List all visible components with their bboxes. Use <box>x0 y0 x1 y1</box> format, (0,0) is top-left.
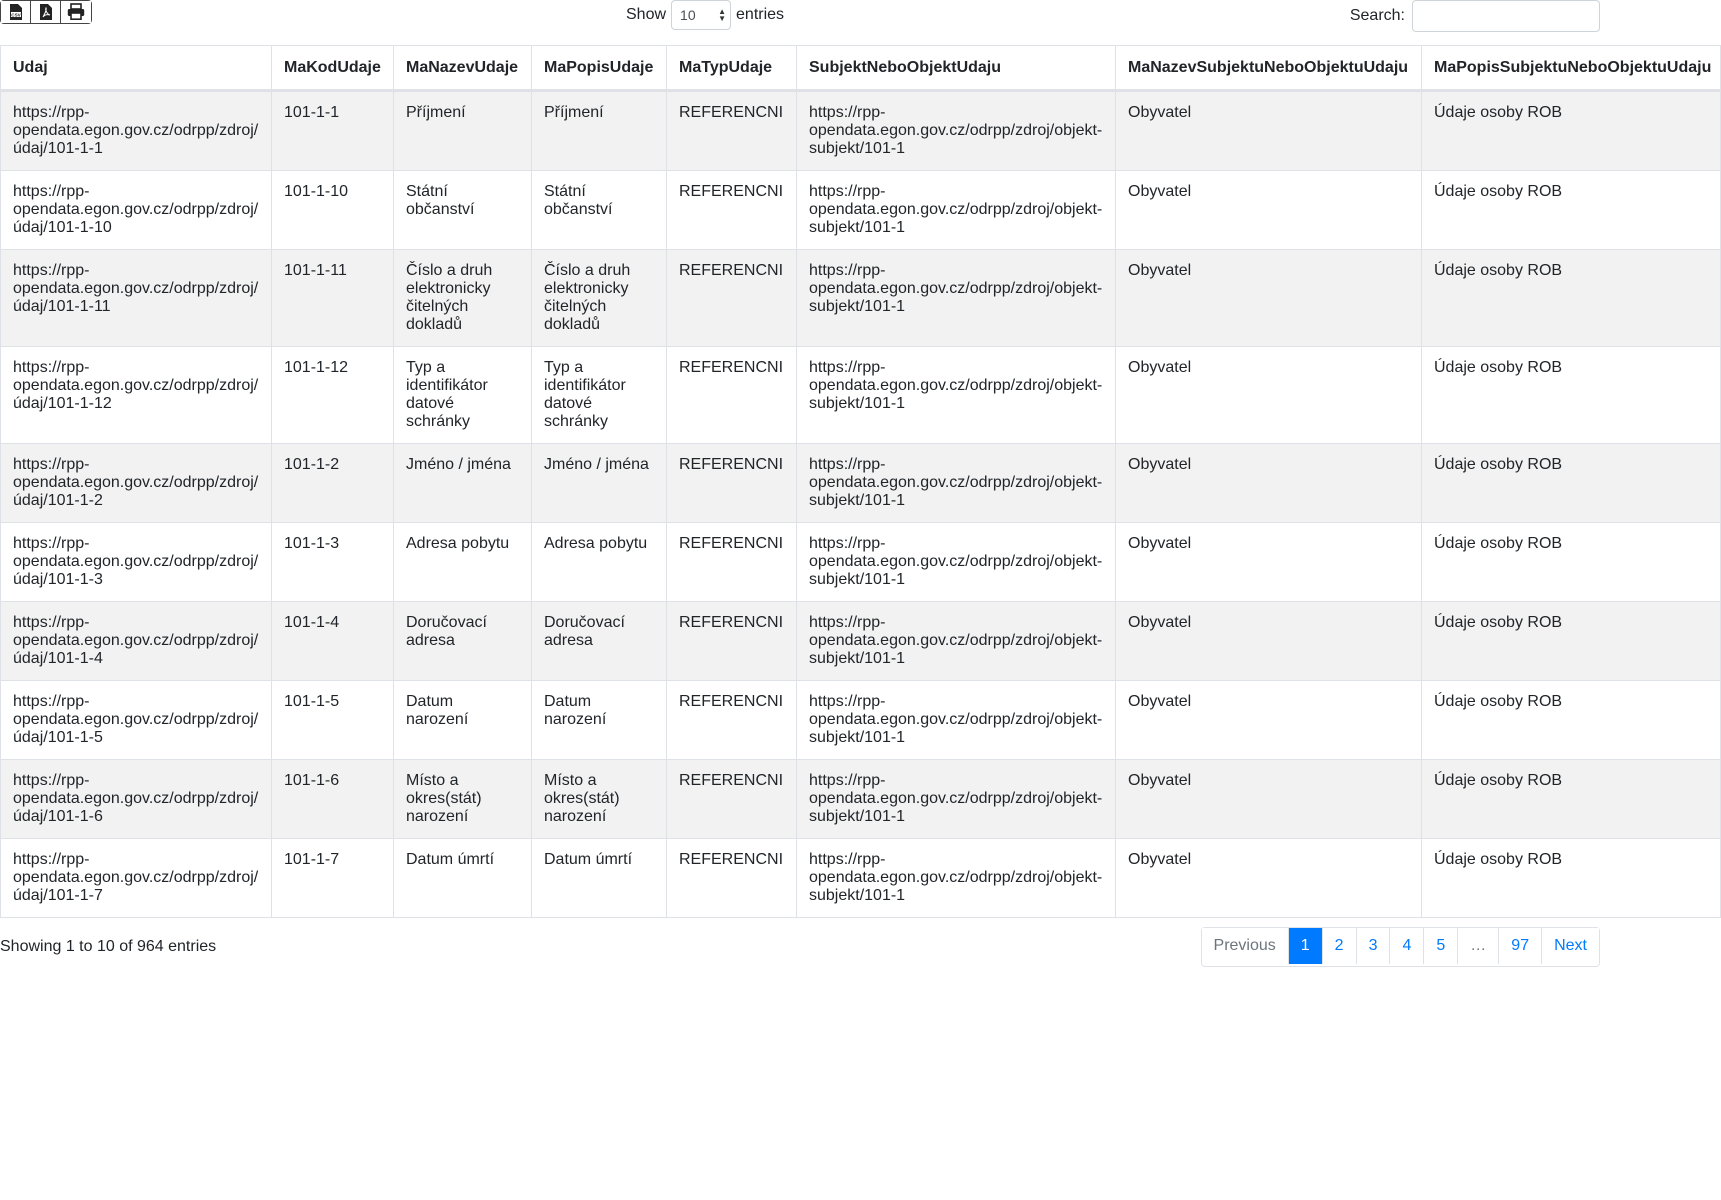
pdf-file-icon <box>39 4 53 20</box>
cell-udaj: https://rpp-opendata.egon.gov.cz/odrpp/zdroj/údaj/101-1-2 <box>1 444 272 523</box>
cell-mapopisudaje: Jméno / jména <box>532 444 667 523</box>
cell-matypudaje: REFERENCNI <box>667 347 797 444</box>
cell-manazevsubjektu: Obyvatel <box>1116 681 1422 760</box>
table-row[interactable] <box>1 602 1721 681</box>
show-label: Show <box>626 6 667 23</box>
cell-subjekt: https://rpp-opendata.egon.gov.cz/odrpp/zdroj/objekt-subjekt/101-1 <box>797 839 1116 918</box>
column-header-manazevudaje[interactable]: MaNazevUdaje <box>394 46 532 91</box>
column-header-subjektneboobjektudaju[interactable]: SubjektNeboObjektUdaju <box>797 46 1116 91</box>
cell-manazevudaje: Adresa pobytu <box>394 523 532 602</box>
cell-makodudaje: 101-1-6 <box>272 760 394 839</box>
column-header-makodudaje[interactable]: MaKodUdaje <box>272 46 394 91</box>
csv-export-button[interactable] <box>1 1 31 23</box>
table-header-row <box>1 46 1721 91</box>
cell-manazevudaje: Místo a okres(stát) narození <box>394 760 532 839</box>
cell-matypudaje: REFERENCNI <box>667 760 797 839</box>
cell-manazevudaje: Typ a identifikátor datové schránky <box>394 347 532 444</box>
data-table <box>0 45 1721 918</box>
cell-makodudaje: 101-1-1 <box>272 91 394 171</box>
cell-matypudaje: REFERENCNI <box>667 250 797 347</box>
pdf-export-button[interactable] <box>31 1 61 23</box>
pagination-ellipsis: … <box>1458 928 1499 964</box>
pagination-page-1[interactable]: 1 <box>1289 928 1323 964</box>
cell-mapopisudaje: Doručovací adresa <box>532 602 667 681</box>
cell-subjekt: https://rpp-opendata.egon.gov.cz/odrpp/zdroj/objekt-subjekt/101-1 <box>797 523 1116 602</box>
cell-mapopisudaje: Státní občanství <box>532 171 667 250</box>
column-header-mapopisudaje[interactable]: MaPopisUdaje <box>532 46 667 91</box>
cell-manazevudaje: Jméno / jména <box>394 444 532 523</box>
cell-mapopisudaje: Datum úmrtí <box>532 839 667 918</box>
export-button-group <box>0 0 92 24</box>
cell-manazevudaje: Datum narození <box>394 681 532 760</box>
cell-matypudaje: REFERENCNI <box>667 171 797 250</box>
cell-manazevsubjektu: Obyvatel <box>1116 91 1422 171</box>
cell-matypudaje: REFERENCNI <box>667 444 797 523</box>
table-row[interactable] <box>1 347 1721 444</box>
cell-mapopisudaje: Příjmení <box>532 91 667 171</box>
csv-file-icon <box>9 4 23 20</box>
cell-subjekt: https://rpp-opendata.egon.gov.cz/odrpp/zdroj/objekt-subjekt/101-1 <box>797 250 1116 347</box>
cell-makodudaje: 101-1-12 <box>272 347 394 444</box>
column-header-matypudaje[interactable]: MaTypUdaje <box>667 46 797 91</box>
cell-udaj: https://rpp-opendata.egon.gov.cz/odrpp/zdroj/údaj/101-1-5 <box>1 681 272 760</box>
pagination-page-5[interactable]: 5 <box>1424 928 1458 964</box>
cell-makodudaje: 101-1-5 <box>272 681 394 760</box>
page-length-control <box>626 0 784 30</box>
select-updown-icon: ▲ ▼ <box>718 7 727 23</box>
cell-mapopissubjektu: Údaje osoby ROB <box>1422 444 1721 523</box>
table-row[interactable] <box>1 681 1721 760</box>
cell-subjekt: https://rpp-opendata.egon.gov.cz/odrpp/zdroj/objekt-subjekt/101-1 <box>797 602 1116 681</box>
data-table-container <box>0 45 1712 918</box>
table-row[interactable] <box>1 444 1721 523</box>
cell-matypudaje: REFERENCNI <box>667 839 797 918</box>
column-header-mapopissubjektu[interactable]: MaPopisSubjektuNeboObjektuUdaju <box>1422 46 1721 91</box>
cell-matypudaje: REFERENCNI <box>667 91 797 171</box>
cell-mapopissubjektu: Údaje osoby ROB <box>1422 760 1721 839</box>
cell-manazevudaje: Státní občanství <box>394 171 532 250</box>
cell-makodudaje: 101-1-10 <box>272 171 394 250</box>
cell-makodudaje: 101-1-4 <box>272 602 394 681</box>
column-header-manazevsubjektu[interactable]: MaNazevSubjektuNeboObjektuUdaju <box>1116 46 1422 91</box>
cell-manazevudaje: Číslo a druh elektronicky čitelných dokladů <box>394 250 532 347</box>
cell-manazevsubjektu: Obyvatel <box>1116 444 1422 523</box>
cell-subjekt: https://rpp-opendata.egon.gov.cz/odrpp/zdroj/objekt-subjekt/101-1 <box>797 347 1116 444</box>
table-row[interactable] <box>1 839 1721 918</box>
pagination <box>1201 927 1600 967</box>
cell-mapopissubjektu: Údaje osoby ROB <box>1422 523 1721 602</box>
svg-text:CSV: CSV <box>10 12 21 18</box>
cell-manazevsubjektu: Obyvatel <box>1116 602 1422 681</box>
print-icon <box>67 4 85 20</box>
table-row[interactable] <box>1 250 1721 347</box>
cell-manazevsubjektu: Obyvatel <box>1116 250 1422 347</box>
table-row[interactable] <box>1 171 1721 250</box>
cell-makodudaje: 101-1-2 <box>272 444 394 523</box>
pagination-page-97[interactable]: 97 <box>1499 928 1542 964</box>
cell-matypudaje: REFERENCNI <box>667 681 797 760</box>
cell-matypudaje: REFERENCNI <box>667 523 797 602</box>
pagination-next[interactable]: Next <box>1542 928 1599 964</box>
cell-makodudaje: 101-1-3 <box>272 523 394 602</box>
pagination-page-4[interactable]: 4 <box>1390 928 1424 964</box>
cell-subjekt: https://rpp-opendata.egon.gov.cz/odrpp/zdroj/objekt-subjekt/101-1 <box>797 760 1116 839</box>
table-row[interactable] <box>1 523 1721 602</box>
pagination-previous[interactable]: Previous <box>1202 928 1289 964</box>
cell-udaj: https://rpp-opendata.egon.gov.cz/odrpp/zdroj/údaj/101-1-1 <box>1 91 272 171</box>
table-info: Showing 1 to 10 of 964 entries <box>0 938 217 955</box>
table-toolbar <box>0 0 1600 40</box>
cell-manazevsubjektu: Obyvatel <box>1116 171 1422 250</box>
cell-manazevsubjektu: Obyvatel <box>1116 760 1422 839</box>
cell-manazevudaje: Příjmení <box>394 91 532 171</box>
print-button[interactable] <box>61 1 91 23</box>
cell-manazevsubjektu: Obyvatel <box>1116 839 1422 918</box>
cell-mapopissubjektu: Údaje osoby ROB <box>1422 347 1721 444</box>
cell-udaj: https://rpp-opendata.egon.gov.cz/odrpp/zdroj/údaj/101-1-11 <box>1 250 272 347</box>
table-row[interactable] <box>1 760 1721 839</box>
cell-mapopisudaje: Typ a identifikátor datové schránky <box>532 347 667 444</box>
cell-mapopisudaje: Adresa pobytu <box>532 523 667 602</box>
cell-subjekt: https://rpp-opendata.egon.gov.cz/odrpp/zdroj/objekt-subjekt/101-1 <box>797 681 1116 760</box>
page-length-select[interactable] <box>671 0 731 30</box>
cell-udaj: https://rpp-opendata.egon.gov.cz/odrpp/zdroj/údaj/101-1-10 <box>1 171 272 250</box>
column-header-udaj[interactable]: Udaj <box>1 46 272 91</box>
entries-label: entries <box>736 6 785 23</box>
cell-mapopissubjektu: Údaje osoby ROB <box>1422 839 1721 918</box>
cell-matypudaje: REFERENCNI <box>667 602 797 681</box>
cell-mapopisudaje: Místo a okres(stát) narození <box>532 760 667 839</box>
pagination-page-3[interactable]: 3 <box>1357 928 1391 964</box>
cell-udaj: https://rpp-opendata.egon.gov.cz/odrpp/zdroj/údaj/101-1-6 <box>1 760 272 839</box>
search-control <box>1350 0 1600 32</box>
cell-udaj: https://rpp-opendata.egon.gov.cz/odrpp/zdroj/údaj/101-1-3 <box>1 523 272 602</box>
cell-manazevudaje: Datum úmrtí <box>394 839 532 918</box>
cell-udaj: https://rpp-opendata.egon.gov.cz/odrpp/zdroj/údaj/101-1-4 <box>1 602 272 681</box>
pagination-page-2[interactable]: 2 <box>1323 928 1357 964</box>
cell-mapopissubjektu: Údaje osoby ROB <box>1422 681 1721 760</box>
cell-udaj: https://rpp-opendata.egon.gov.cz/odrpp/zdroj/údaj/101-1-12 <box>1 347 272 444</box>
search-input[interactable] <box>1412 0 1600 32</box>
cell-mapopisudaje: Číslo a druh elektronicky čitelných dokladů <box>532 250 667 347</box>
cell-makodudaje: 101-1-11 <box>272 250 394 347</box>
search-label: Search: <box>1349 7 1405 24</box>
table-row[interactable] <box>1 91 1721 171</box>
cell-mapopissubjektu: Údaje osoby ROB <box>1422 250 1721 347</box>
cell-udaj: https://rpp-opendata.egon.gov.cz/odrpp/zdroj/údaj/101-1-7 <box>1 839 272 918</box>
cell-mapopisudaje: Datum narození <box>532 681 667 760</box>
cell-mapopissubjektu: Údaje osoby ROB <box>1422 91 1721 171</box>
cell-mapopissubjektu: Údaje osoby ROB <box>1422 602 1721 681</box>
cell-manazevsubjektu: Obyvatel <box>1116 523 1422 602</box>
cell-subjekt: https://rpp-opendata.egon.gov.cz/odrpp/zdroj/objekt-subjekt/101-1 <box>797 171 1116 250</box>
cell-subjekt: https://rpp-opendata.egon.gov.cz/odrpp/zdroj/objekt-subjekt/101-1 <box>797 444 1116 523</box>
cell-makodudaje: 101-1-7 <box>272 839 394 918</box>
cell-manazevsubjektu: Obyvatel <box>1116 347 1422 444</box>
cell-subjekt: https://rpp-opendata.egon.gov.cz/odrpp/zdroj/objekt-subjekt/101-1 <box>797 91 1116 171</box>
cell-mapopissubjektu: Údaje osoby ROB <box>1422 171 1721 250</box>
cell-manazevudaje: Doručovací adresa <box>394 602 532 681</box>
